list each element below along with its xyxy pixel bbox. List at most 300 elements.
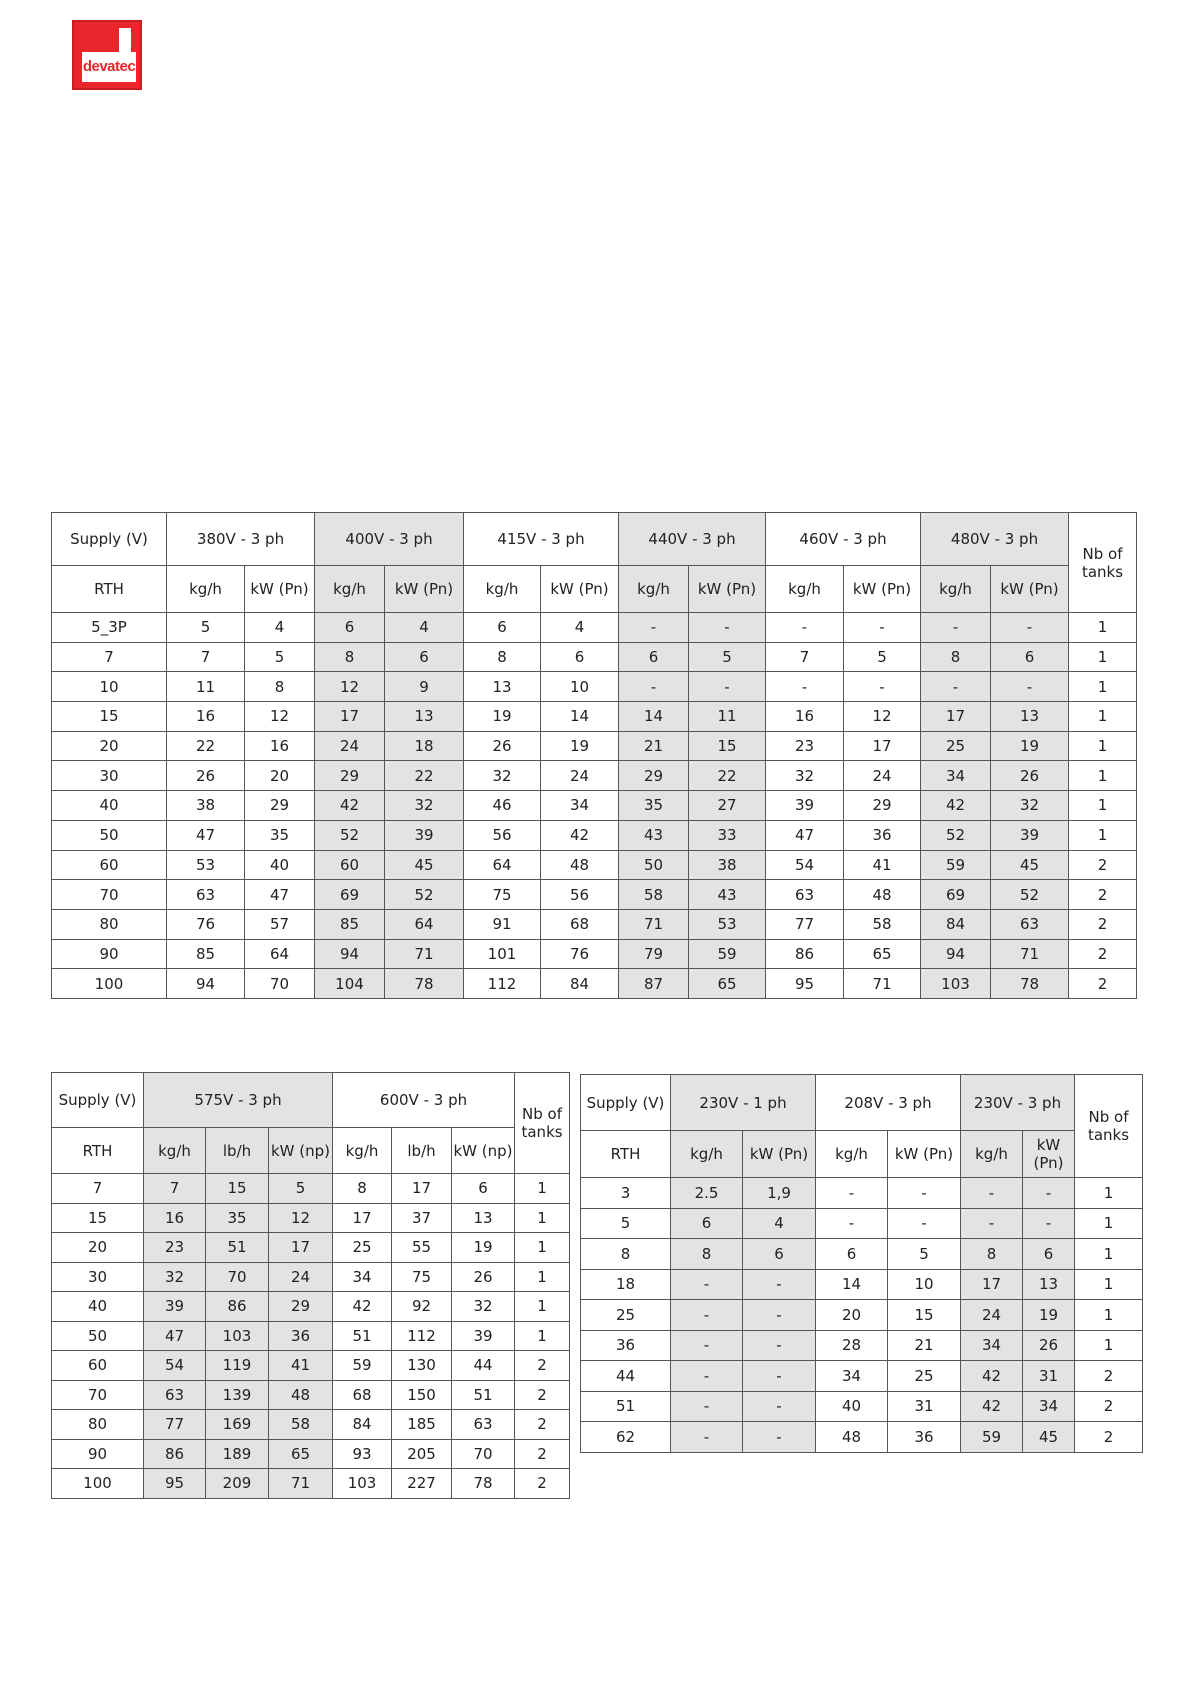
voltage-group-header: 415V - 3 ph bbox=[464, 513, 619, 566]
value-cell: 4 bbox=[541, 613, 619, 643]
value-cell: 34 bbox=[1023, 1391, 1075, 1422]
value-cell: 19 bbox=[1023, 1300, 1075, 1331]
value-cell: 19 bbox=[991, 731, 1069, 761]
rth-cell: 25 bbox=[581, 1300, 671, 1331]
value-cell: 6 bbox=[743, 1239, 816, 1270]
value-cell: 19 bbox=[452, 1233, 515, 1263]
value-cell: 69 bbox=[921, 880, 991, 910]
value-cell: - bbox=[671, 1391, 743, 1422]
value-cell: 24 bbox=[315, 731, 385, 761]
rth-cell: 40 bbox=[52, 791, 167, 821]
tanks-cell: 1 bbox=[1069, 791, 1137, 821]
value-cell: 6 bbox=[452, 1174, 515, 1204]
value-cell: - bbox=[689, 613, 766, 643]
unit-header: kg/h bbox=[167, 566, 245, 613]
value-cell: 39 bbox=[991, 820, 1069, 850]
tanks-cell: 1 bbox=[1075, 1178, 1143, 1209]
header-row-units bbox=[52, 1128, 570, 1174]
value-cell: 42 bbox=[961, 1361, 1023, 1392]
value-cell: - bbox=[671, 1269, 743, 1300]
value-cell: 51 bbox=[452, 1380, 515, 1410]
value-cell: 58 bbox=[619, 880, 689, 910]
rth-cell: 5_3P bbox=[52, 613, 167, 643]
value-cell: 34 bbox=[541, 791, 619, 821]
rth-cell: 60 bbox=[52, 850, 167, 880]
value-cell: 64 bbox=[385, 909, 464, 939]
value-cell: 29 bbox=[245, 791, 315, 821]
value-cell: 77 bbox=[766, 909, 844, 939]
value-cell: 5 bbox=[888, 1239, 961, 1270]
value-cell: 17 bbox=[844, 731, 921, 761]
value-cell: 44 bbox=[452, 1351, 515, 1381]
unit-header: kW (Pn) bbox=[245, 566, 315, 613]
value-cell: 13 bbox=[452, 1203, 515, 1233]
rth-cell: 60 bbox=[52, 1351, 144, 1381]
value-cell: 205 bbox=[392, 1439, 452, 1469]
table-row bbox=[581, 1269, 1143, 1300]
rth-cell: 80 bbox=[52, 1410, 144, 1440]
value-cell: 8 bbox=[671, 1239, 743, 1270]
value-cell: 26 bbox=[452, 1262, 515, 1292]
value-cell: - bbox=[766, 672, 844, 702]
unit-header: kW (Pn) bbox=[385, 566, 464, 613]
value-cell: 103 bbox=[333, 1469, 392, 1499]
value-cell: 40 bbox=[245, 850, 315, 880]
voltage-group-header: 380V - 3 ph bbox=[167, 513, 315, 566]
value-cell: 104 bbox=[315, 969, 385, 999]
table-row bbox=[52, 1321, 570, 1351]
value-cell: 47 bbox=[144, 1321, 206, 1351]
value-cell: 41 bbox=[269, 1351, 333, 1381]
value-cell: - bbox=[991, 672, 1069, 702]
value-cell: - bbox=[961, 1208, 1023, 1239]
value-cell: 12 bbox=[245, 702, 315, 732]
tanks-cell: 2 bbox=[515, 1439, 570, 1469]
value-cell: 65 bbox=[844, 939, 921, 969]
table-row bbox=[52, 969, 1137, 999]
rth-header: RTH bbox=[581, 1131, 671, 1178]
value-cell: 53 bbox=[167, 850, 245, 880]
value-cell: 63 bbox=[144, 1380, 206, 1410]
header-row-units bbox=[581, 1131, 1143, 1178]
value-cell: 31 bbox=[1023, 1361, 1075, 1392]
value-cell: 59 bbox=[333, 1351, 392, 1381]
value-cell: 27 bbox=[689, 791, 766, 821]
rth-cell: 7 bbox=[52, 1174, 144, 1204]
rth-cell: 5 bbox=[581, 1208, 671, 1239]
value-cell: 68 bbox=[541, 909, 619, 939]
unit-header: kg/h bbox=[619, 566, 689, 613]
value-cell: 20 bbox=[816, 1300, 888, 1331]
value-cell: 57 bbox=[245, 909, 315, 939]
table-row bbox=[52, 1262, 570, 1292]
rth-cell: 90 bbox=[52, 1439, 144, 1469]
value-cell: 13 bbox=[1023, 1269, 1075, 1300]
value-cell: 6 bbox=[315, 613, 385, 643]
value-cell: - bbox=[671, 1300, 743, 1331]
value-cell: - bbox=[743, 1269, 816, 1300]
value-cell: 71 bbox=[385, 939, 464, 969]
value-cell: 26 bbox=[464, 731, 541, 761]
value-cell: - bbox=[671, 1422, 743, 1453]
value-cell: - bbox=[921, 672, 991, 702]
value-cell: 63 bbox=[167, 880, 245, 910]
unit-header: kg/h bbox=[961, 1131, 1023, 1178]
tanks-cell: 1 bbox=[515, 1233, 570, 1263]
header-row-voltage bbox=[581, 1075, 1143, 1131]
value-cell: 86 bbox=[766, 939, 844, 969]
value-cell: 47 bbox=[167, 820, 245, 850]
header-row-units bbox=[52, 566, 1137, 613]
tanks-cell: 2 bbox=[515, 1410, 570, 1440]
value-cell: 6 bbox=[385, 642, 464, 672]
value-cell: 86 bbox=[206, 1292, 269, 1322]
value-cell: 43 bbox=[689, 880, 766, 910]
value-cell: 35 bbox=[619, 791, 689, 821]
value-cell: 75 bbox=[392, 1262, 452, 1292]
value-cell: 94 bbox=[921, 939, 991, 969]
value-cell: 56 bbox=[464, 820, 541, 850]
table-row bbox=[52, 1469, 570, 1499]
value-cell: 18 bbox=[385, 731, 464, 761]
value-cell: 22 bbox=[689, 761, 766, 791]
value-cell: 169 bbox=[206, 1410, 269, 1440]
value-cell: - bbox=[921, 613, 991, 643]
value-cell: 8 bbox=[961, 1239, 1023, 1270]
value-cell: 45 bbox=[385, 850, 464, 880]
table-row bbox=[52, 702, 1137, 732]
value-cell: 42 bbox=[541, 820, 619, 850]
value-cell: 42 bbox=[315, 791, 385, 821]
table-row bbox=[581, 1330, 1143, 1361]
value-cell: 32 bbox=[144, 1262, 206, 1292]
table-row bbox=[52, 820, 1137, 850]
value-cell: 53 bbox=[689, 909, 766, 939]
rth-cell: 7 bbox=[52, 642, 167, 672]
value-cell: 20 bbox=[245, 761, 315, 791]
value-cell: 39 bbox=[385, 820, 464, 850]
tanks-cell: 1 bbox=[1075, 1330, 1143, 1361]
table-row bbox=[52, 731, 1137, 761]
value-cell: 58 bbox=[844, 909, 921, 939]
value-cell: 84 bbox=[541, 969, 619, 999]
supply-header: Supply (V) bbox=[52, 1073, 144, 1128]
value-cell: 23 bbox=[766, 731, 844, 761]
rth-header: RTH bbox=[52, 1128, 144, 1174]
rth-cell: 50 bbox=[52, 820, 167, 850]
value-cell: 63 bbox=[991, 909, 1069, 939]
value-cell: 39 bbox=[452, 1321, 515, 1351]
value-cell: 14 bbox=[619, 702, 689, 732]
value-cell: 8 bbox=[921, 642, 991, 672]
value-cell: 78 bbox=[991, 969, 1069, 999]
tanks-cell: 2 bbox=[1075, 1391, 1143, 1422]
value-cell: 22 bbox=[385, 761, 464, 791]
value-cell: 17 bbox=[269, 1233, 333, 1263]
table-row bbox=[581, 1239, 1143, 1270]
value-cell: 85 bbox=[315, 909, 385, 939]
rth-cell: 10 bbox=[52, 672, 167, 702]
value-cell: 25 bbox=[921, 731, 991, 761]
tanks-cell: 2 bbox=[515, 1380, 570, 1410]
nb-tanks-header: Nb of tanks bbox=[1075, 1075, 1143, 1178]
supply-header: Supply (V) bbox=[581, 1075, 671, 1131]
value-cell: - bbox=[671, 1330, 743, 1361]
rth-cell: 70 bbox=[52, 880, 167, 910]
tanks-cell: 2 bbox=[1069, 909, 1137, 939]
voltage-group-header: 575V - 3 ph bbox=[144, 1073, 333, 1128]
value-cell: 32 bbox=[464, 761, 541, 791]
unit-header: kW (Pn) bbox=[541, 566, 619, 613]
tanks-cell: 2 bbox=[1069, 880, 1137, 910]
value-cell: 10 bbox=[888, 1269, 961, 1300]
value-cell: 69 bbox=[315, 880, 385, 910]
value-cell: 6 bbox=[619, 642, 689, 672]
voltage-group-header: 600V - 3 ph bbox=[333, 1073, 515, 1128]
rth-cell: 30 bbox=[52, 761, 167, 791]
value-cell: 65 bbox=[269, 1439, 333, 1469]
main-supply-table bbox=[51, 512, 1137, 999]
rth-cell: 18 bbox=[581, 1269, 671, 1300]
value-cell: 38 bbox=[689, 850, 766, 880]
voltage-group-header: 230V - 3 ph bbox=[961, 1075, 1075, 1131]
value-cell: 95 bbox=[766, 969, 844, 999]
value-cell: 77 bbox=[144, 1410, 206, 1440]
value-cell: 139 bbox=[206, 1380, 269, 1410]
unit-header: kg/h bbox=[464, 566, 541, 613]
unit-header: lb/h bbox=[392, 1128, 452, 1174]
table-row bbox=[52, 1380, 570, 1410]
value-cell: 76 bbox=[541, 939, 619, 969]
rth-cell: 15 bbox=[52, 702, 167, 732]
unit-header: kg/h bbox=[921, 566, 991, 613]
value-cell: 150 bbox=[392, 1380, 452, 1410]
rth-cell: 100 bbox=[52, 969, 167, 999]
tanks-cell: 1 bbox=[1069, 672, 1137, 702]
value-cell: 7 bbox=[144, 1174, 206, 1204]
value-cell: 40 bbox=[816, 1391, 888, 1422]
value-cell: 29 bbox=[844, 791, 921, 821]
value-cell: 25 bbox=[333, 1233, 392, 1263]
rth-cell: 51 bbox=[581, 1391, 671, 1422]
value-cell: 28 bbox=[816, 1330, 888, 1361]
unit-header: kW (Pn) bbox=[888, 1131, 961, 1178]
table-row bbox=[52, 1410, 570, 1440]
value-cell: 41 bbox=[844, 850, 921, 880]
table-row bbox=[52, 791, 1137, 821]
tanks-cell: 1 bbox=[1069, 820, 1137, 850]
value-cell: 29 bbox=[315, 761, 385, 791]
rth-cell: 36 bbox=[581, 1330, 671, 1361]
value-cell: 29 bbox=[619, 761, 689, 791]
tanks-cell: 1 bbox=[515, 1292, 570, 1322]
value-cell: - bbox=[844, 613, 921, 643]
value-cell: 71 bbox=[269, 1469, 333, 1499]
value-cell: 5 bbox=[844, 642, 921, 672]
value-cell: 87 bbox=[619, 969, 689, 999]
value-cell: 39 bbox=[766, 791, 844, 821]
value-cell: 76 bbox=[167, 909, 245, 939]
unit-header: lb/h bbox=[206, 1128, 269, 1174]
value-cell: 14 bbox=[816, 1269, 888, 1300]
value-cell: - bbox=[816, 1178, 888, 1209]
value-cell: 112 bbox=[464, 969, 541, 999]
value-cell: 70 bbox=[206, 1262, 269, 1292]
tanks-cell: 1 bbox=[515, 1262, 570, 1292]
voltage-group-header: 480V - 3 ph bbox=[921, 513, 1069, 566]
rth-cell: 80 bbox=[52, 909, 167, 939]
value-cell: - bbox=[743, 1361, 816, 1392]
value-cell: 8 bbox=[333, 1174, 392, 1204]
value-cell: 21 bbox=[888, 1330, 961, 1361]
table-row bbox=[52, 1203, 570, 1233]
value-cell: 5 bbox=[269, 1174, 333, 1204]
voltage-group-header: 460V - 3 ph bbox=[766, 513, 921, 566]
value-cell: 16 bbox=[766, 702, 844, 732]
value-cell: 4 bbox=[385, 613, 464, 643]
value-cell: - bbox=[619, 672, 689, 702]
unit-header: kg/h bbox=[333, 1128, 392, 1174]
unit-header: kW (np) bbox=[452, 1128, 515, 1174]
value-cell: 52 bbox=[385, 880, 464, 910]
table-row bbox=[52, 880, 1137, 910]
tanks-cell: 2 bbox=[515, 1469, 570, 1499]
value-cell: 31 bbox=[888, 1391, 961, 1422]
value-cell: 95 bbox=[144, 1469, 206, 1499]
value-cell: 6 bbox=[816, 1239, 888, 1270]
rth-header: RTH bbox=[52, 566, 167, 613]
value-cell: 60 bbox=[315, 850, 385, 880]
value-cell: 48 bbox=[269, 1380, 333, 1410]
rth-cell: 40 bbox=[52, 1292, 144, 1322]
value-cell: 59 bbox=[689, 939, 766, 969]
value-cell: 119 bbox=[206, 1351, 269, 1381]
tanks-cell: 1 bbox=[1069, 613, 1137, 643]
value-cell: 17 bbox=[392, 1174, 452, 1204]
unit-header: kW (Pn) bbox=[1023, 1131, 1075, 1178]
unit-header: kW (Pn) bbox=[991, 566, 1069, 613]
rth-cell: 20 bbox=[52, 1233, 144, 1263]
value-cell: 185 bbox=[392, 1410, 452, 1440]
value-cell: 54 bbox=[144, 1351, 206, 1381]
value-cell: - bbox=[766, 613, 844, 643]
value-cell: 6 bbox=[671, 1208, 743, 1239]
value-cell: 86 bbox=[144, 1439, 206, 1469]
value-cell: 39 bbox=[144, 1292, 206, 1322]
value-cell: 22 bbox=[167, 731, 245, 761]
value-cell: - bbox=[743, 1391, 816, 1422]
value-cell: 103 bbox=[206, 1321, 269, 1351]
value-cell: 17 bbox=[315, 702, 385, 732]
tanks-cell: 1 bbox=[1075, 1300, 1143, 1331]
value-cell: 21 bbox=[619, 731, 689, 761]
rth-cell: 70 bbox=[52, 1380, 144, 1410]
value-cell: 50 bbox=[619, 850, 689, 880]
value-cell: 84 bbox=[333, 1410, 392, 1440]
voltage-group-header: 440V - 3 ph bbox=[619, 513, 766, 566]
unit-header: kW (Pn) bbox=[743, 1131, 816, 1178]
value-cell: 34 bbox=[816, 1361, 888, 1392]
value-cell: 32 bbox=[385, 791, 464, 821]
value-cell: 45 bbox=[1023, 1422, 1075, 1453]
value-cell: 24 bbox=[844, 761, 921, 791]
value-cell: 36 bbox=[269, 1321, 333, 1351]
tanks-cell: 2 bbox=[1075, 1422, 1143, 1453]
value-cell: 43 bbox=[619, 820, 689, 850]
rth-cell: 3 bbox=[581, 1178, 671, 1209]
table-row bbox=[581, 1178, 1143, 1209]
value-cell: 94 bbox=[315, 939, 385, 969]
tanks-cell: 1 bbox=[1069, 702, 1137, 732]
value-cell: 63 bbox=[452, 1410, 515, 1440]
value-cell: 38 bbox=[167, 791, 245, 821]
voltage-group-header: 400V - 3 ph bbox=[315, 513, 464, 566]
table-row bbox=[581, 1300, 1143, 1331]
value-cell: 52 bbox=[921, 820, 991, 850]
table-row bbox=[581, 1361, 1143, 1392]
value-cell: 35 bbox=[206, 1203, 269, 1233]
value-cell: 16 bbox=[167, 702, 245, 732]
value-cell: 35 bbox=[245, 820, 315, 850]
value-cell: 59 bbox=[921, 850, 991, 880]
tanks-cell: 2 bbox=[1075, 1361, 1143, 1392]
value-cell: 92 bbox=[392, 1292, 452, 1322]
value-cell: 48 bbox=[816, 1422, 888, 1453]
table-row bbox=[52, 909, 1137, 939]
value-cell: 47 bbox=[245, 880, 315, 910]
table-row bbox=[52, 1174, 570, 1204]
devatec-logo bbox=[72, 20, 142, 90]
value-cell: 91 bbox=[464, 909, 541, 939]
value-cell: 63 bbox=[766, 880, 844, 910]
tanks-cell: 1 bbox=[515, 1321, 570, 1351]
value-cell: 12 bbox=[315, 672, 385, 702]
value-cell: 11 bbox=[167, 672, 245, 702]
unit-header: kW (Pn) bbox=[689, 566, 766, 613]
unit-header: kg/h bbox=[144, 1128, 206, 1174]
value-cell: 13 bbox=[991, 702, 1069, 732]
value-cell: 78 bbox=[385, 969, 464, 999]
value-cell: 46 bbox=[464, 791, 541, 821]
value-cell: 8 bbox=[245, 672, 315, 702]
value-cell: 32 bbox=[766, 761, 844, 791]
value-cell: 14 bbox=[541, 702, 619, 732]
table-row bbox=[52, 761, 1137, 791]
rth-cell: 44 bbox=[581, 1361, 671, 1392]
value-cell: 33 bbox=[689, 820, 766, 850]
value-cell: 16 bbox=[144, 1203, 206, 1233]
value-cell: 75 bbox=[464, 880, 541, 910]
value-cell: 51 bbox=[206, 1233, 269, 1263]
value-cell: 34 bbox=[921, 761, 991, 791]
value-cell: 85 bbox=[167, 939, 245, 969]
tanks-cell: 1 bbox=[1075, 1239, 1143, 1270]
value-cell: 24 bbox=[269, 1262, 333, 1292]
value-cell: 79 bbox=[619, 939, 689, 969]
value-cell: 64 bbox=[245, 939, 315, 969]
value-cell: 26 bbox=[1023, 1330, 1075, 1361]
value-cell: 19 bbox=[541, 731, 619, 761]
tanks-cell: 1 bbox=[1069, 761, 1137, 791]
tanks-cell: 1 bbox=[1069, 731, 1137, 761]
value-cell: 45 bbox=[991, 850, 1069, 880]
value-cell: 29 bbox=[269, 1292, 333, 1322]
nb-tanks-header: Nb of tanks bbox=[1069, 513, 1137, 613]
value-cell: 23 bbox=[144, 1233, 206, 1263]
table-row bbox=[52, 1292, 570, 1322]
value-cell: 15 bbox=[206, 1174, 269, 1204]
tanks-cell: 1 bbox=[1075, 1208, 1143, 1239]
